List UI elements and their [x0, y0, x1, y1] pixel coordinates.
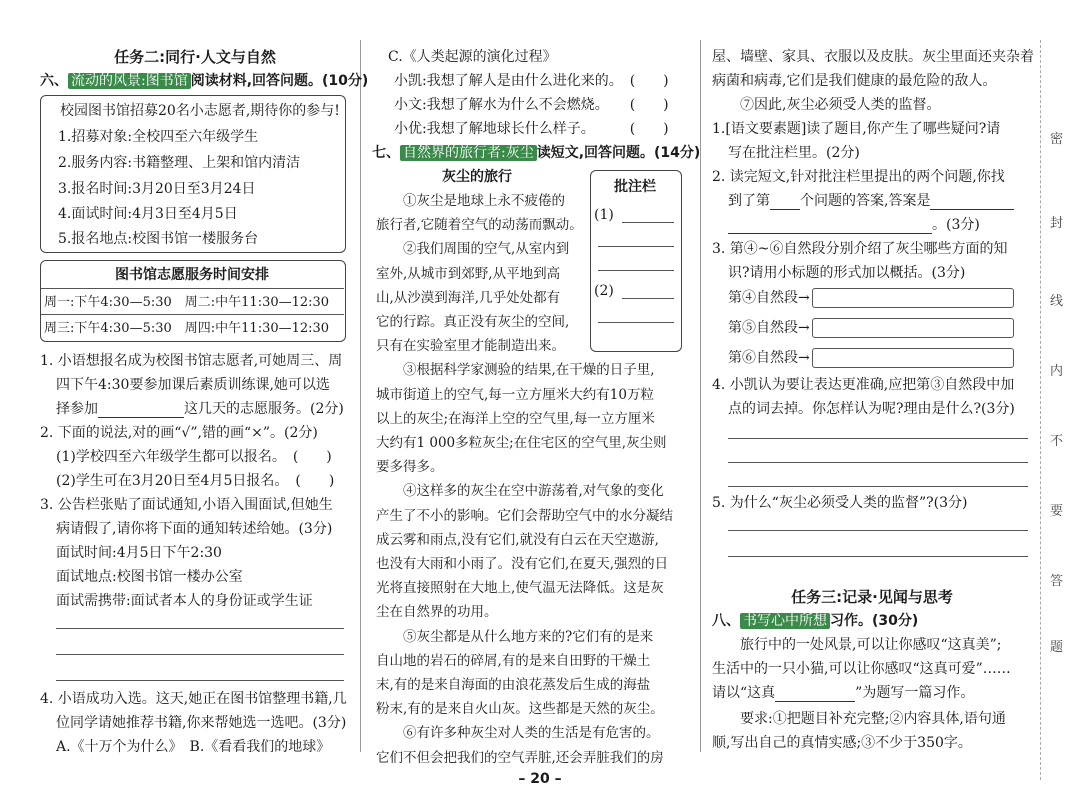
- writing-text: 请以“这真: [712, 685, 776, 701]
- annotation-box: [590, 170, 682, 352]
- writing-prompt: 生活中的一只小猫,可以让你感叹“这真可爱”……: [712, 661, 1011, 677]
- annotation-line[interactable]: [598, 270, 674, 271]
- section8-heading: [712, 612, 918, 630]
- kid-wish: 小优:我想了解地球长什么样子。 ( ): [394, 121, 669, 137]
- schedule-row: 周一:下午4:30—5:30 周二:中午11:30—12:30: [44, 295, 330, 310]
- q7-2: 2. 读完短文,针对批注栏里提出的两个问题,你找: [712, 169, 1005, 185]
- article-line: 光将直接照射在大地上,使气温无法降低。这是灰: [376, 580, 664, 597]
- side-seal-char: 不: [1050, 434, 1064, 449]
- notice-line: 1.招募对象:全校四至六年级学生: [58, 129, 259, 145]
- article-line: 尘在自然界的功用。: [376, 604, 498, 621]
- article-cont: 屋、墙壁、家具、衣服以及皮肤。灰尘里面还夹杂着: [712, 49, 1034, 65]
- article-line: ②我们周围的空气,从室内到: [376, 241, 570, 258]
- writing-requirements: 要求:①把题目补充完整;②内容具体,语句通: [712, 711, 1006, 727]
- kid-wish: 小凯:我想了解人是由什么进化来的。 ( ): [394, 73, 669, 89]
- subtitle-input[interactable]: [812, 318, 1014, 338]
- q7-3-cont: 识?请用小标题的形式加以概括。(3分): [728, 265, 966, 281]
- q7-2-cont: [728, 216, 980, 234]
- annotation-line[interactable]: [598, 322, 674, 323]
- schedule-divider: [41, 314, 344, 315]
- q7-2-text: 到了第: [728, 193, 770, 209]
- question-1-cont: 四下午4:30要参加课后素质训练课,她可以选: [56, 377, 330, 393]
- writing-prompt: [712, 684, 974, 702]
- paragraph-label: 第⑤自然段→: [728, 320, 810, 336]
- article-line: 山,从沙漠到海洋,几乎处处都有: [376, 289, 561, 306]
- side-seal-char: 答: [1050, 574, 1064, 589]
- answer-line[interactable]: [728, 556, 1028, 557]
- article-line: 产生了不小的影响。它们会帮助空气中的水分凝结: [376, 507, 673, 524]
- section8-instruction: 习作。(30分): [830, 613, 919, 629]
- article-line: 粉末,有的是来自火山灰。这些都是天然的灰尘。: [376, 701, 664, 718]
- side-seal-char: 线: [1050, 294, 1064, 309]
- article-cont: 病菌和病毒,它们是我们健康的最危险的敌人。: [712, 73, 997, 89]
- q7-1: 1.[语文要素题]读了题目,你产生了哪些疑问?请: [712, 121, 1001, 137]
- task3-title: 任务三:记录·见闻与思考: [791, 588, 953, 606]
- article-line: ⑤灰尘都是从什么地方来的?它们有的是来: [376, 628, 654, 645]
- side-seal-char: 封: [1050, 216, 1064, 231]
- answer-line[interactable]: [56, 654, 344, 655]
- q7-2-blank-number[interactable]: [770, 195, 800, 210]
- schedule-row: 周三:下午4:30—5:30 周四:中午11:30—12:30: [44, 321, 330, 336]
- article-line: ④这样多的灰尘在空中游荡着,对气象的变化: [376, 483, 664, 500]
- writing-requirements: 顺,写出自己的真情实感;③不少于350字。: [712, 735, 972, 751]
- question-4: 4. 小语成功入选。这天,她正在图书馆整理书籍,几: [40, 691, 347, 707]
- question-4-cont: 位同学请她推荐书籍,你来帮她选一选吧。(3分): [56, 715, 347, 731]
- q7-2-blank-answer[interactable]: [930, 195, 1014, 210]
- subtitle-input[interactable]: [812, 288, 1014, 308]
- side-seal-char: 题: [1050, 640, 1064, 655]
- section6-number: 六、: [40, 73, 68, 89]
- q7-4-cont: 点的词去掉。你怎样认为呢?理由是什么?(3分): [728, 401, 1015, 417]
- article-line: ③根据科学家测验的结果,在干燥的日子里,: [376, 362, 655, 379]
- task2-title: 任务二:同行·人文与自然: [114, 48, 276, 66]
- answer-line[interactable]: [56, 628, 344, 629]
- article-line: 室外,从城市到郊野,从平地到高: [376, 265, 561, 282]
- q1-text: 择参加: [56, 401, 98, 417]
- annotation-line[interactable]: [622, 222, 674, 223]
- notice-line: 2.服务内容:书籍整理、上架和馆内清洁: [58, 155, 301, 171]
- schedule-title: 图书馆志愿服务时间安排: [115, 267, 269, 283]
- article-line: 末,有的是来自海面的由浪花蒸发后生成的海盐: [376, 677, 651, 693]
- notice-line: 3.报名时间:3月20日至3月24日: [58, 181, 256, 197]
- answer-line[interactable]: [56, 680, 344, 681]
- section7-heading: [372, 144, 700, 162]
- side-seal-char: 内: [1050, 364, 1064, 379]
- article-line: 它的行踪。真正没有灰尘的空间,: [376, 314, 570, 330]
- section6-instruction: 阅读材料,回答问题。(10分): [190, 73, 369, 89]
- paragraph-subtitle-row: [728, 348, 1014, 368]
- section7-tag: 自然界的旅行者:灰尘: [400, 145, 537, 161]
- kid-wish: 小文:我想了解水为什么不会燃烧。 ( ): [394, 97, 669, 113]
- section8-tag: 书写心中所想: [740, 613, 830, 629]
- annotation-line[interactable]: [622, 298, 674, 299]
- paragraph-subtitle-row: [728, 288, 1014, 308]
- q7-2-blank-answer2[interactable]: [728, 219, 932, 234]
- q7-4: 4. 小凯认为要让表达更准确,应把第③自然段中加: [712, 377, 1015, 393]
- article-cont: ⑦因此,灰尘必须受人类的监督。: [712, 97, 941, 113]
- title-blank[interactable]: [775, 687, 855, 702]
- interview-notice: 面试需携带:面试者本人的身份证或学生证: [56, 593, 313, 609]
- q1-text: 这几天的志愿服务。(2分): [184, 401, 344, 417]
- question-1-cont: [56, 400, 344, 418]
- binding-line: [1040, 40, 1041, 780]
- article-line: 要多得多。: [376, 459, 444, 476]
- article-line: 大约有1 000多粒灰尘;在住宅区的空气里,灰尘则: [376, 435, 667, 451]
- section6-heading: [40, 72, 368, 90]
- answer-line[interactable]: [728, 438, 1028, 439]
- column-divider-left: [360, 40, 361, 752]
- notice-line: 4.面试时间:4月3日至4月5日: [58, 206, 238, 222]
- question-2-item: (2)学生可在3月20日至4月5日报名。 ( ): [56, 473, 335, 489]
- article-line: 成云雾和雨点,没有它们,就没有白云在天空遨游,: [376, 531, 659, 548]
- q7-5: 5. 为什么“灰尘必须受人类的监督”?(3分): [712, 495, 968, 511]
- article-line: 只有在实验室里才能制造出来。: [376, 338, 565, 355]
- question-3: 3. 公告栏张贴了面试通知,小语入围面试,但她生: [40, 497, 333, 513]
- article-title: 灰尘的旅行: [442, 169, 512, 185]
- question-3-cont: 病请假了,请你将下面的通知转述给她。(3分): [56, 521, 333, 537]
- paragraph-label: 第⑥自然段→: [728, 350, 810, 366]
- section8-number: 八、: [712, 613, 740, 629]
- section7-number: 七、: [372, 145, 400, 161]
- writing-prompt: 旅行中的一处风景,可以让你感叹“这真美”;: [712, 637, 1002, 653]
- paragraph-subtitle-row: [728, 318, 1014, 338]
- section6-tag: 流动的风景:图书馆: [68, 73, 191, 89]
- notice-line: 校园图书馆招募20名小志愿者,期待你的参与!: [60, 103, 340, 119]
- article-line: 它们不但会把我们的空气弄脏,还会弄脏我们的房: [376, 749, 664, 766]
- notice-line: 5.报名地点:校图书馆一楼服务台: [58, 231, 259, 247]
- paragraph-label: 第④自然段→: [728, 290, 810, 306]
- question-2: 2. 下面的说法,对的画“√”,错的画“×”。(2分): [40, 425, 318, 441]
- q1-answer-blank[interactable]: [98, 403, 184, 418]
- side-seal-char: 要: [1050, 504, 1064, 519]
- article-line: 城市街道上的空气,每一立方厘米大约有10万粒: [376, 386, 654, 403]
- article-line: ①灰尘是地球上永不疲倦的: [376, 193, 565, 209]
- q7-2-text: 。(3分): [932, 217, 980, 233]
- interview-notice: 面试地点:校图书馆一楼办公室: [56, 569, 243, 585]
- answer-line[interactable]: [728, 462, 1028, 463]
- answer-line[interactable]: [728, 486, 1028, 487]
- article-line: ⑥有许多种灰尘对人类的生活是有危害的。: [376, 725, 660, 742]
- schedule-divider: [41, 288, 344, 289]
- side-seal-char: 密: [1050, 132, 1064, 147]
- section7-instruction: 读短文,回答问题。(14分): [536, 145, 701, 161]
- question-1: 1. 小语想报名成为校图书馆志愿者,可她周三、周: [40, 353, 343, 369]
- question-2-item: (1)学校四至六年级学生都可以报名。 ( ): [56, 449, 332, 465]
- q7-3: 3. 第④~⑥自然段分别介绍了灰尘哪些方面的知: [712, 241, 1008, 257]
- article-line: 也没有大雨和小雨了。没有它们,在夏天,强烈的日: [376, 556, 669, 572]
- annotation-title: 批注栏: [614, 179, 656, 195]
- q7-2-text: 个问题的答案,答案是: [800, 193, 931, 209]
- article-line: 自山地的岩石的碎屑,有的是来自田野的干燥土: [376, 652, 651, 669]
- q7-2-cont: [728, 192, 1014, 210]
- option-c: C.《人类起源的演化过程》: [388, 49, 557, 65]
- annotation-label-1: (1): [594, 207, 614, 223]
- q7-1-cont: 写在批注栏里。(2分): [728, 145, 860, 161]
- question-4-options: A.《十万个为什么》 B.《看看我们的地球》: [56, 739, 331, 755]
- article-line: 以上的灰尘;在海洋上空的空气里,每一立方厘米: [376, 410, 655, 427]
- page-number: – 20 –: [518, 771, 562, 787]
- subtitle-input[interactable]: [812, 348, 1014, 368]
- interview-notice: 面试时间:4月5日下午2:30: [56, 545, 222, 561]
- answer-line[interactable]: [728, 530, 1028, 531]
- annotation-label-2: (2): [594, 283, 614, 299]
- writing-text: ”为题写一篇习作。: [855, 685, 975, 701]
- annotation-line[interactable]: [598, 246, 674, 247]
- article-line: 旅行者,它随着空气的动荡而飘动。: [376, 217, 583, 234]
